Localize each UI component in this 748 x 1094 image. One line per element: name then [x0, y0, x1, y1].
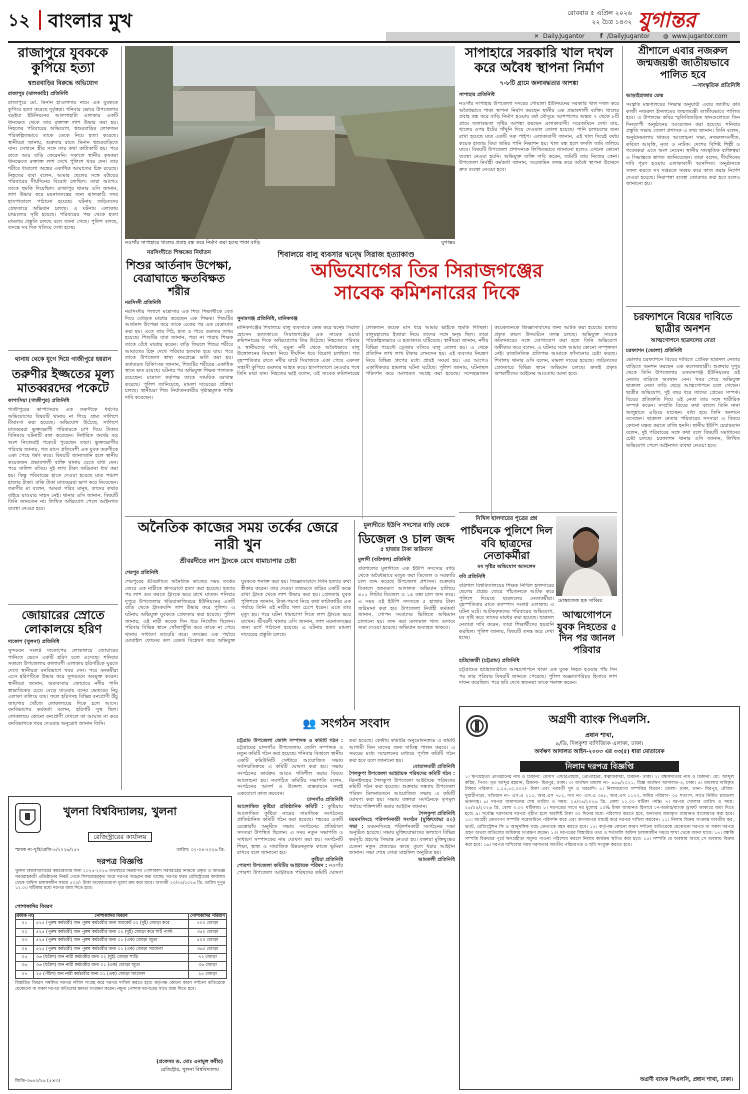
table-row	[16, 928, 227, 936]
article-hathazari	[556, 610, 618, 656]
item-heading: চট্টগ্রাম উপজেলা জেলি সম্পাদক ও কমিটি গঠন :	[237, 738, 343, 744]
shibaloy-body	[237, 316, 617, 519]
article-hathazari-body	[459, 658, 617, 709]
bank-name: অগ্রণী ব্যাংক পিএলসি.	[548, 713, 651, 726]
body-text: সংস্কৃতি মন্ত্রণালয়ের সিদ্ধান্ত অনুযায়ী এবার জাতীয় কবি কাজী নজরুল ইসলামের জন্মজয়ন্তী জাতীয়ভাবে পালিত হবে। এ উপলক্ষে কবির স্মৃতিবিজড়িত স্থানগুলোতে তিন দিনব্যাপী অনুষ্ঠানের আয়োজন করা হয়েছে। শনিবার প্রস্তুতি সভায় জেলা প্রশাসক এ তথ্য জানান। তিনি বলেন, অনুষ্ঠানমালায় থাকবে আলোচনা সভা, নজরুলসংগীত, কবিতা আবৃত্তি, নৃত্য ও নাটক। দেশের বিশিষ্ট শিল্পী ও গবেষকরা এতে অংশ নেবেন। স্থানীয় সাংস্কৃতিক ব্যক্তিত্বরা এ সিদ্ধান্তকে স্বাগত জানিয়েছেন। তারা বলেন, দীর্ঘদিনের দাবি পূরণ হওয়ায় এলাকাবাসী আনন্দিত। অনুষ্ঠানকে সফল করতে সব দপ্তরকে সমন্বয় করে কাজ করার নির্দেশ দেওয়া হয়েছে। নিরাপত্তা ব্যবস্থা জোরদার করা হবে বলেও জানানো হয়।	[626, 102, 740, 188]
body-text: নরসিংদীর পলাশে মাদ্রাসার এক শিশু শিক্ষার্থীকে বেত দিয়ে বেধড়ক মারধর করেছেন এক শিক্ষক। শিশুটির আর্তনাদ উপেক্ষা করে তাকে একের পর এক বেত্রাঘাত করা হয়। এতে তার পিঠ, হাত ও পায়ে গুরুতর জখম হয়েছে। শিশুটির বাবা জানান, পড়া না পারায় শিক্ষক তাকে বেঁধে মারধর করেন। বাড়ি ফিরলে শিশুর শরীরে আঘাতের চিহ্ন দেখে পরিবার হতবাক হয়ে যায়। পরে তাকে উপজেলা স্বাস্থ্য কমপ্লেক্সে ভর্তি করা হয়। কর্তব্যরত চিকিৎসক জানান, শিশুটির শরীরের একাধিক স্থানে ক্ষত রয়েছে। ঘটনার পর অভিযুক্ত শিক্ষক পলাতক রয়েছেন। মাদ্রাসা কর্তৃপক্ষ তাকে সাময়িক বরখাস্ত করেছে। পুলিশ জানিয়েছে, মামলা দায়েরের প্রক্রিয়া চলছে। স্থানীয়রা শিশু নির্যাতনকারীর দৃষ্টান্তমূলক শাস্তি দাবি করেছেন।	[125, 309, 233, 401]
photo-credit: যুগান্তর	[441, 240, 455, 246]
social-x-handle[interactable]: Daily.Jugantor	[543, 33, 585, 40]
separator	[459, 512, 617, 513]
item-credit: আমতলী প্রতিনিধি	[418, 856, 455, 863]
university-name: খুলনা বিশ্ববিদ্যালয়, খুলনা	[63, 805, 177, 818]
header-rule	[8, 41, 740, 43]
notice-body: খুলনা বিশ্ববিদ্যালয়ের কর্মচারীদের জন্য ২০২৫-২০২৬ অর্থবছরে নিম্নবর্ণিত পোশাকাদি সরবরাহের নিমিত্তে প্রকৃত ও অভিজ্ঞ সরবরাহকারী প্রতিষ্ঠানের নিকট থেকে সিলমোহরকৃত খামে দরপত্র আহ্বান করা যাচ্ছে। দরপত্র ফরম রেজিস্ট্রারের কার্যালয় থেকে অফিস চলাকালীন সময়ে ৫০০/- টাকা অফেরতযোগ্য মূল্যে ক্রয় করা যাবে। আগামী ২০/০৪/২০২৬ খ্রি. তারিখ দুপুর ১২.০০ ঘটিকার মধ্যে দরপত্র জমা দিতে হবে।	[15, 869, 225, 892]
body-text: সুন্দরবন সংলগ্ন দাকোপের লোকালয়ে জোয়ারের পানিতে ভেসে একটি হরিণ চলে এসেছে। শনিবার সকালে উপজেলার কালাবগী এলাকায় হরিণটিকে ঘুরতে দেখে স্থানীয়রা বনবিভাগে খবর দেন। পরে বনকর্মীরা এসে হরিণটিকে উদ্ধার করে সুন্দরবনে অবমুক্ত করেন। স্থানীয়রা জানান, অমাবস্যার জোয়ারে নদীর পানি স্বাভাবিকের চেয়ে বেড়ে যাওয়ায় বনের ভেতরের নিচু এলাকা তলিয়ে যায়। ফলে হরিণসহ বিভিন্ন বন্যপ্রাণী উঁচু জায়গার খোঁজে লোকালয়ের দিকে চলে আসে। বনবিভাগের কর্মকর্তা বলেন, হরিণটি সুস্থ ছিল। লোকালয়ে কোনো বন্যপ্রাণী দেখলে তা আঘাত না করে বনবিভাগকে খবর দেওয়ার অনুরোধ জানান তিনি।	[8, 648, 118, 727]
article-gazipur	[8, 354, 118, 627]
subheadline: মব সৃষ্টির অভিযোগ আনলেন	[477, 563, 536, 570]
signatory-title: রেজিস্ট্রার, খুলনা বিশ্ববিদ্যালয়	[160, 1067, 219, 1073]
headline: আত্মগোপনে যুবক নিহতের ৫ দিন পর জানল পরিবার	[557, 610, 617, 656]
portrait-photo	[556, 516, 617, 596]
row-quantity: ৩৫০ জোড়া	[189, 928, 227, 936]
kicker: নিখিল হালদারের পুত্রের প্রশ্ন	[475, 516, 538, 522]
bank-logo-icon	[466, 715, 488, 737]
article-charfashion	[626, 312, 740, 613]
byline: রাজাপুর (ঝালকাঠি) প্রতিনিধি	[8, 91, 68, 97]
row-number: ০৭	[16, 970, 34, 978]
person-portrait-image	[556, 516, 617, 596]
row-quantity: ৭০০ জোড়া	[189, 920, 227, 928]
item-credit: শৈলকুপা প্রতিনিধি	[418, 810, 455, 817]
column-rule	[622, 46, 623, 636]
kicker: নরসিংদীতে শিক্ষকের নির্যাতন	[147, 250, 211, 256]
caption-text: নওগাঁর সাপাহারে খালের প্রবাহ বন্ধ করে নির্মাণ করা হচ্ছে পাকা বাড়ি	[125, 240, 261, 246]
row-quantity: ৩৬০ জোড়া	[189, 945, 227, 953]
subheadline: —সাংস্কৃতিক প্রতিনিধি	[692, 83, 740, 89]
col-header: ক্রমিক নং	[16, 914, 33, 919]
row-description: ৫২৫ (পুরুষ কর্মচারী) জন পুরুষ কর্মচারীর জন্য ০১ (এক) জোড়া জুতা	[34, 937, 189, 945]
section-title-row	[237, 712, 455, 735]
item-heading: পোরশা উপজেলা কমিটির আহ্বায়ক পরিষদ :	[237, 863, 328, 870]
separator	[125, 516, 455, 517]
byline: চরফ্যাশন (ভোলা) প্রতিনিধি	[626, 348, 682, 354]
byline: আড়াইহাজার ডেস্ক	[626, 93, 664, 99]
notice-body: ১। ঋণগ্রহীতা প্রতিষ্ঠানের নাম ও ঠিকানা: মেসার্স এন্টারপ্রাইজ, প্রোপ্রাইটর, স্বত্বাধিকারী, ঠিকানা- ঢাকা। ২। বন্ধকদাতার নাম ও ঠিকানা: মো. আব্দুল করিম, পিতা- মৃত আব্দুর রহমান, ঠিকানা- মিরপুর, ঢাকা। ৩। অর্থঋণ মামলা নং- ৪৫৬/২০২১, বিজ্ঞ অর্থঋণ আদালত-৩, ঢাকা। ৪। মামলার দাবিকৃত টাকার পরিমাণ: ১,২৫,৫০,০০০/- টাকা এবং পরবর্তী সুদ ও খরচাদি। ৫। নিলামযোগ্য সম্পত্তির বিবরণ: জেলা- ঢাকা, থানা- মিরপুর, মৌজা- দুয়ারীপাড়া, খতিয়ান নং- এস.এ ২১৫, আর.এস ৭৮২, দাগ নং- এস.এ ৩৪৮, আর.এস ১১২৩, জমির পরিমাণ- ০৫ শতাংশ, সাথে নির্মিত চারতলা ভবনসহ। ৬। দরপত্র জমাদানের শেষ তারিখ ও সময়: ২৫/০৪/২০২৬ খ্রি. বেলা ১২.০০ ঘটিকা পর্যন্ত। ৭। দরপত্র খোলার তারিখ ও সময়: ২৫/০৪/২০২৬ খ্রি. বেলা ৩.০০ ঘটিকায়। ৮। দরপত্রের সাথে দর মূল্যের ১০% টাকা জামানত হিসাবে পে-অর্ডার/ব্যাংক ড্রাফট আকারে জমা দিতে হবে। ৯। সর্বোচ্চ দরদাতার দরপত্র গৃহীত হলে অবশিষ্ট টাকা ৩০ দিনের মধ্যে পরিশোধ করতে হবে, অন্যথায় জমাকৃত জামানত বাজেয়াপ্ত করা হবে। ১০। আগ্রহী ক্রেতাগণ সম্পত্তি সরেজমিনে পরিদর্শন করে এবং কাগজপত্র যাচাই করে দরপত্র দাখিল করবেন। ১১। নিলাম বিক্রয় সংক্রান্ত যাবতীয় কর, ভ্যাট, রেজিস্ট্রেশন ফি ও আনুষঙ্গিক খরচ ক্রেতাকে বহন করতে হবে। ১২। কর্তৃপক্ষ কোনো কারণ দর্শানো ব্যতিরেকে যেকোনো দরপত্র বা সকল দরপত্র গ্রহণ অথবা বাতিলের অধিকার সংরক্ষণ করেন। ১৩। দরপত্রের বিস্তারিত তথ্য ও শর্তাবলি অফিস চলাকালীন সময়ে শাখা থেকে জানা যাবে। ১৪। বন্ধকি সম্পত্তি বিক্রয়ের পূর্বে ঋণগ্রহীতা সমুদয় পাওনা পরিশোধ করলে নিলাম কার্যক্রম স্থগিত করা হবে। ১৫। সম্পত্তি যে অবস্থায় আছে সে অবস্থায় বিক্রয় করা হবে। ১৬। দরপত্র দাখিলের সময় দরদাতার জাতীয় পরিচয়পত্র ও ছবি সংযুক্ত করতে হবে।	[465, 775, 734, 849]
article-rajapur	[8, 46, 118, 368]
kicker: শিবালয়ে বালু ব্যবসার দ্বন্দ্বে সিরাজ হত্যাকাণ্ড	[277, 250, 415, 259]
body-text: বরিশালের মুলাদীতে এক ইউপি সদস্যের বাড়ি থেকে অবৈধভাবে মজুত করা ডিজেল ও সরকারি চাল জব্দ করেছে উপজেলা প্রশাসন। শুক্রবার বিকালে ভ্রাম্যমাণ আদালত অভিযান চালিয়ে ৪০০ লিটার ডিজেল ও ১৫ বস্তা চাল জব্দ করে। এ সময় ওই ইউপি সদস্যকে ৫ হাজার টাকা জরিমানা করা হয়। উপজেলা নির্বাহী কর্মকর্তা জানান, গোপন সংবাদের ভিত্তিতে অভিযান চালানো হয়। জব্দ করা মালামাল খাদ্য গুদামে জমা দেওয়া হয়েছে। অভিযান অব্যাহত থাকবে।	[358, 566, 455, 632]
subheadline: ৭-৮টি গ্রামে জলাবদ্ধতার আশঙ্কা	[499, 80, 579, 87]
row-number: ০৬	[16, 962, 34, 970]
date-bangla: ২২ চৈত্র ১৪৩২	[591, 18, 632, 26]
byline: দাকোপ (খুলনা) প্রতিনিধি	[8, 639, 60, 645]
globe-icon: ◍	[663, 33, 669, 40]
masthead-logo: যুগান্তর	[638, 7, 696, 32]
item-credit: চান্দগাঁও প্রতিনিধি	[307, 797, 343, 804]
headline: তরুণীর ইজ্জতের মূল্য মাতব্বরদের পকেটে	[11, 367, 115, 395]
signatory-name: (প্রফেসর ড. মোঃ এনামুল কবীর)	[156, 1059, 223, 1065]
row-number: ০৩	[16, 937, 34, 945]
article-narsingdi	[125, 250, 233, 531]
divider-bar	[39, 10, 41, 30]
headline: চরফ্যাশনে বিয়ের দাবিতে ছাত্রীর অনশন	[633, 312, 733, 335]
date-english: রোববার ৫ এপ্রিল ২০২৬	[567, 9, 632, 17]
byline: হাটহাজারী (চট্টগ্রাম) প্রতিনিধি	[459, 658, 520, 664]
kicker: থানায় থেকে যুগে দিয়ে গাজীপুরে হয়রান	[14, 356, 112, 363]
headline: সাপাহারে সরকারি খাল দখল করে অবৈধ স্থাপনা নির্মাণ	[464, 46, 614, 76]
notice-title: নিলাম দরপত্র বিজ্ঞপ্তি	[565, 762, 634, 771]
article-muladi	[358, 520, 455, 708]
byline: কাপাসিয়া (গাজীপুর) প্রতিনিধি	[8, 398, 70, 404]
photo-caption	[125, 240, 455, 247]
page-number: ১২	[8, 11, 31, 31]
table-row	[16, 954, 227, 962]
khulna-university-notice	[8, 796, 232, 1090]
row-description: ৩৬ (ছত্রিশ) জন নারী কর্মচারীর জন্য ০২ (দুই) জোড়া শাড়ি	[34, 954, 189, 962]
canal-construction-image	[125, 46, 455, 239]
kicker: মুলাদীতে ইউপি সদস্যের বাড়ি থেকে	[363, 522, 450, 529]
bank-address: ৯/ডি, দিলকুশা বাণিজ্যিক এলাকা, ঢাকা।	[555, 741, 644, 747]
table-body	[16, 920, 227, 979]
table-row	[16, 962, 227, 970]
website-link[interactable]: www.jugantor.com	[672, 33, 728, 40]
header-date	[546, 9, 632, 27]
section-body: চট্টগ্রাম উপজেলা জেলি সম্পাদক ও কমিটি গঠন : চট্টগ্রামের চান্দগাঁও উপজেলায় জেলি সম্পাদক ও নতুন কমিটি গঠন করা হয়েছে। শনিবার বিকালে স্থানীয় একটি কমিউনিটি সেন্টারে আয়োজিত সভায় সর্বসম্মতিক্রমে এ কমিটি ঘোষণা করা হয়। সভায় সংগঠনের কার্যক্রম আরও গতিশীল করার বিষয়ে আলোচনা হয়। নবগঠিত কমিটির সভাপতি বলেন, সংগঠনের আদর্শ ও উদ্দেশ্য বাস্তবায়নে সবাই একযোগে কাজ করবেন। চান্দগাঁও প্রতিনিধি আলোকিত কুষ্টিয়া প্রতিষ্ঠানিক কমিটি : কুষ্টিয়ায় আলোকিত কুষ্টিয়া নামের সামাজিক সংগঠনের প্রাতিষ্ঠানিক কমিটি গঠন করা হয়েছে। শহরের একটি রেস্তোরাঁয় অনুষ্ঠিত সভায় সংগঠনের প্রতিষ্ঠাতা সদস্যরা উপস্থিত ছিলেন। এ সময় নতুন সভাপতি ও সাধারণ সম্পাদকের নাম ঘোষণা করা হয়। সংগঠনটি শিক্ষা, স্বাস্থ্য ও সামাজিক উন্নয়নমূলক কাজে ভূমিকা রাখবে বলে জানানো হয়। কুষ্টিয়া প্রতিনিধি পোরশা উপজেলা কমিটির আহ্বায়ক পরিষদ : নওগাঁর পোরশা উপজেলা আহ্বায়ক পরিষদের কমিটি ঘোষণা করা হয়েছে। কেন্দ্রীয় কমিটির অনুমোদনক্রমে এ কমিটি আগামী তিন মাসের জন্য দায়িত্ব পালন করবে। এ সময়ের মধ্যে সম্মেলনের মাধ্যমে পূর্ণাঙ্গ কমিটি গঠন করা হবে বলে জানানো হয়। বোয়ালমারী প্রতিনিধি শৈলকুপা উপজেলা আহ্বায়ক পরিষদের কমিটি গঠন : ঝিনাইদহের শৈলকুপা উপজেলা আহ্বায়ক পরিষদের কমিটি গঠন করা হয়েছে। শুক্রবার সন্ধ্যায় উপজেলা পরিষদ মিলনায়তনে আয়োজিত সভায় এ কমিটি ঘোষণা করা হয়। সভায় বক্তারা সংগঠনকে তৃণমূল পর্যায়ে শক্তিশালী করার আহ্বান জানান। শৈলকুপা প্রতিনিধি ময়মনসিংহে পরিদর্শনকারী সংগঠন (মুক্তিযোদ্ধা ৫০) সভা : ময়মনসিংহে পরিদর্শনকারী সংগঠনের সভা অনুষ্ঠিত হয়েছে। সভায় মুক্তিযোদ্ধাদের কল্যাণে বিভিন্ন কর্মসূচি গ্রহণের সিদ্ধান্ত নেওয়া হয়। বক্তারা মুক্তিযুদ্ধের চেতনা নতুন প্রজন্মের কাছে তুলে ধরার আহ্বান জানান। সভা শেষে দোয়া মাহফিল অনুষ্ঠিত হয়। আমতলী প্রতিনিধি	[237, 738, 455, 876]
people-icon: 👥	[302, 717, 317, 730]
article-sherpur	[125, 520, 351, 744]
headline: শিশুর আর্তনাদ উপেক্ষা, বেত্রাঘাতে ক্ষতবিক্ষত শরীর	[126, 259, 232, 298]
shibaloy-headline	[237, 260, 617, 304]
ref-row	[15, 847, 225, 854]
subheadline: ৫ হাজার টাকা জরিমানা	[380, 547, 433, 553]
body-text: মানিকগঞ্জের শিবালয়ে বালু ব্যবসাকে কেন্দ্র করে দ্বন্দ্বে সিরাজ হোসেন হত্যাকাণ্ডে সিরাজগঞ্জের এক সাবেক ওয়ার্ড কমিশনারের দিকে অভিযোগের তির উঠেছে। নিহতের পরিবার ও স্থানীয়দের দাবি, যমুনা নদী থেকে অবৈধভাবে বালু উত্তোলনের নিয়ন্ত্রণ নিয়ে দীর্ঘদিন ধরে বিরোধ চলছিল। গত বৃহস্পতিবার রাতে নদীর ঘাটে সিরাজকে একা পেয়ে একদল সন্ত্রাসী কুপিয়ে গুরুতর আহত করে। হাসপাতালে নেওয়ার পথে তিনি মারা যান। নিহতের ভাই বলেন, ওই সাবেক কমিশনারের লোকজন কয়েক মাস ধরে আমার ভাইকে হুমকি দিচ্ছিল। বালুমহালের ইজারা নিয়ে তাদের সঙ্গে দ্বন্দ্ব ছিল। তারা পরিকল্পিতভাবে এ হত্যাকাণ্ড ঘটিয়েছে। স্থানীয়রা জানান, নদীর বিভিন্ন পয়েন্টে ড্রেজার বসিয়ে বালু তোলা হয়। এ থেকে প্রতিদিন লাখ লাখ টাকার লেনদেন হয়। এই ব্যবসার নিয়ন্ত্রণ নিয়ে বিভিন্ন গ্রুপের মধ্যে প্রায়ই সংঘর্ষ হয়। এর আগেও একাধিকবার হামলার ঘটনা ঘটেছে। পুলিশ জানায়, ঘটনাস্থল পরিদর্শন করে আলামত সংগ্রহ করা হয়েছে। সন্দেহভাজন কয়েকজনকে জিজ্ঞাসাবাদের জন্য আটক করা হয়েছে। হত্যার প্রকৃত কারণ উদঘাটনে তদন্ত চলছে। অভিযুক্ত সাবেক কমিশনারের সঙ্গে যোগাযোগ করা হলে তিনি অভিযোগ অস্বীকার করে বলেন, এ ঘটনার সঙ্গে আমার কোনো সম্পৃক্ততা নেই। রাজনৈতিক প্রতিপক্ষ আমাকে ফাঁসানোর চেষ্টা করছে। শিবালয় থানার ওসি বলেন, মামলা দায়ের হয়েছে। জড়িতদের গ্রেফতারে বিভিন্ন স্থানে অভিযান চলছে। দ্রুতই প্রকৃত অপরাধীদের আইনের আওতায় আনা হবে।	[237, 325, 617, 378]
item-credit: বোয়ালমারী প্রতিনিধি	[412, 764, 455, 771]
headline-line-1: অভিযোগের তির সিরাজগঞ্জের	[311, 260, 543, 282]
separator	[8, 604, 118, 605]
table-row	[16, 945, 227, 953]
row-description: ৩৬ (ছত্রিশ) জন নারী কর্মচারীর জন্য ০১ (এক) জোড়া জুতা	[34, 962, 189, 970]
notice-title: দরপত্র বিজ্ঞপ্তি	[97, 856, 143, 866]
item-credit: কুষ্টিয়া প্রতিনিধি	[311, 856, 343, 863]
headline: শ্রীশালে এবার নজরুল জন্মজয়ন্তী জাতীয়ভাবে পালিত হবে	[636, 46, 730, 81]
body-text: শেরপুরের শ্রীবরদীতে অনৈতিক কাজের সময় তর্কের জেরে এক নারীকে শ্বাসরোধে হত্যা করা হয়েছে। হত্যার পর লাশ গুম করতে ট্রাংকে ভরে রাখে ঘাতক। শনিবার দুপুরে উপজেলার খড়িয়াকাজিরচর ইউনিয়নের একটি বাড়ি থেকে ট্রাংকবন্দি লাশ উদ্ধার করে পুলিশ। এ ঘটনায় অভিযুক্ত যুবককে গ্রেফতার করা হয়েছে। পুলিশ জানায়, ওই নারী কয়েক দিন ধরে নিখোঁজ ছিলেন। পরিবার বিভিন্ন স্থানে খোঁজাখুঁজি করে তাকে না পেয়ে থানায় সাধারণ ডায়েরি করে। তদন্তের এক পর্যায়ে মোবাইল ফোনের কল রেকর্ড বিশ্লেষণ করে অভিযুক্ত যুবককে শনাক্ত করা হয়। জিজ্ঞাসাবাদে তিনি হত্যার কথা স্বীকার করেন। তার দেওয়া তথ্যমতে বাড়ির একটি কক্ষে রাখা ট্রাংক থেকে লাশ উদ্ধার করা হয়। গ্রেফতার যুবক পুলিশকে জানান, টাকা-পয়সা নিয়ে কথা কাটাকাটির এক পর্যায়ে তিনি ওই নারীর গলা চেপে ধরেন। এতে তার মৃত্যু হয়। পরে ঘটনা ধামাচাপা দিতে লাশ ট্রাংকে ভরে রাখেন। শ্রীবরদী থানার ওসি জানান, লাশ ময়নাতদন্তের জন্য মর্গে পাঠানো হয়েছে। এ ঘটনায় হত্যা মামলা দায়েরের প্রস্তুতি চলছে।	[125, 579, 351, 645]
byline: সুনামগঞ্জ প্রতিনিধি, মানিকগঞ্জ	[237, 316, 298, 322]
row-quantity: ৩৬ জোড়া	[189, 962, 227, 970]
subheadline: আত্মগোপনে ছাত্রদলের নেতা	[650, 338, 716, 344]
row-description: ২৫ (পঁচিশ) জন নারী কর্মচারীর জন্য ০১ (এক) জোড়া স্যান্ডেল	[34, 970, 189, 978]
signatory-block	[156, 1059, 223, 1075]
row-quantity: ৭২ জোড়া	[189, 954, 227, 962]
headline: ডিজেল ও চাল জব্দ	[358, 532, 455, 546]
separator	[626, 306, 740, 307]
row-number: ০২	[16, 928, 34, 936]
social-fb-handle[interactable]: /DailyJugantor	[607, 33, 650, 40]
portrait-caption: মোস্তাফেজ হক সাব্বির	[557, 598, 603, 604]
article-nazrul	[626, 46, 740, 302]
row-quantity: ৫০০ জোড়া	[189, 937, 227, 945]
ref-number: স্মারক নং-খুবি/রেজি-৫/২০২৬/২৫৭	[15, 848, 80, 853]
agrani-bank-notice	[459, 706, 740, 1090]
table-row	[16, 937, 227, 945]
col-header: পোশাকাদির বিবরণ	[34, 914, 189, 920]
headline: পাচঁঘনকে পুলিশে দিল ববি ছাত্রদের নেতাকর্মীরা	[460, 525, 553, 562]
row-quantity: ২৫ জোড়া	[189, 970, 227, 978]
headline: অনৈতিক কাজের সময় তর্কের জেরে নারী খুন	[137, 520, 339, 553]
body-text: গাজীপুরের কাপাসিয়ায় এক তরুণীকে ধর্ষণের অভিযোগের বিষয়টি থানায় না গিয়ে গ্রাম্য সালিশে মীমাংসা করা হয়েছে। অভিযোগ উঠেছে, সালিশে মাতব্বররা ভুক্তভোগী পরিবারকে চাপ দিয়ে টাকার বিনিময়ে ঘটনাটি রফা করেছেন। নির্ধারিত অর্থের বড় অংশ নিজেরাই পকেটে পুরেছেন তারা। ভুক্তভোগীর পরিবার জানায়, গত মাসে প্রতিবেশী এক যুবক তরুণীকে একা পেয়ে ধর্ষণ করে। বিষয়টি জানাজানি হলে স্থানীয় কয়েকজন প্রভাবশালী ব্যক্তি থানায় যেতে বাধা দেন। পরে সালিশ বসিয়ে দুই লাখ টাকা জরিমানা ধার্য করা হয়। কিন্তু পরিবারের হাতে দেওয়া হয়েছে মাত্র পঞ্চাশ হাজার টাকা। বাকি টাকা মাতব্বররা ভাগ করে নিয়েছেন। তরুণীর মা বলেন, আমরা গরিব মানুষ, তাদের কথার বাইরে যাওয়ার সাহস নেই। থানার ওসি জানান, বিষয়টি তিনি জানতেন না। লিখিত অভিযোগ পেলে আইনগত ব্যবস্থা নেওয়া হবে।	[8, 407, 118, 512]
row-description: ৫২৫ (পুরুষ কর্মচারী) জন পুরুষ কর্মচারীর জন্য ০১ (এক) জোড়া স্যান্ডেল	[34, 945, 189, 953]
logo-mark	[16, 804, 39, 831]
x-icon: ✕	[534, 33, 540, 40]
body-text: নওগাঁর সাপাহার উপজেলা সদরের গোয়ালা ইউনিয়নের সরকারি খাল দখল করে অবৈধভাবে পাকা স্থাপনা নির্মাণ করছেন স্থানীয় এক প্রভাবশালী ব্যক্তি। খালের প্রবাহ বন্ধ করে বাড়ি নির্মাণ হওয়ায় বর্ষা মৌসুমে আশপাশের অন্তত ৭ থেকে ৮টি গ্রামে জলাবদ্ধতা সৃষ্টির আশঙ্কা করছেন এলাকাবাসী। সরেজমিনে দেখা যায়, খালের ওপর ইটের গাঁথুনি দিয়ে দেওয়াল তোলা হয়েছে। পানি চলাচলের জন্য রাখা হয়েছে মাত্র একটি সরু পাইপ। এলাকাবাসী জানান, এই খাল দিয়েই বর্ষায় কয়েক হাজার বিঘা জমির পানি নিষ্কাশন হয়। খাল বন্ধ হলে ফসলি জমি তলিয়ে যাবে। বিষয়টি উপজেলা প্রশাসনকে লিখিতভাবে জানানো হলেও এখনো কোনো ব্যবস্থা নেওয়া হয়নি। অভিযুক্ত ব্যক্তি দাবি করেন, জমিটি তার নিজের কেনা। উপজেলা নির্বাহী কর্মকর্তা জানান, সরেজমিন তদন্ত করে অবৈধ স্থাপনা উচ্ছেদে দ্রুত ব্যবস্থা নেওয়া হবে।	[459, 101, 619, 173]
headline: রাজাপুরে যুবককে কুপিয়ে হত্যা	[17, 46, 109, 76]
row-number: ০৪	[16, 945, 34, 953]
col-header: পোশাকাদির পরিমাণ	[190, 914, 225, 919]
item-heading: আলোকিত কুষ্টিয়া প্রতিষ্ঠানিক কমিটি :	[237, 803, 324, 810]
headline: জোয়ারের স্রোতে লোকালয়ে হরিণ	[21, 608, 105, 636]
subheadline: শ্বশুরবাড়ির বিরুদ্ধে অভিযোগ	[28, 80, 98, 87]
body-text: রাজাপুরে মো. মিনান হাওলাদার নামে এক যুবককে কুপিয়ে হত্যা করেছে দুর্বৃত্তরা। শনিবার ভোরে উপজেলার বড়ইয়া ইউনিয়নের আলগাহাটা এলাকার একটি ধানক্ষেত থেকে তার রক্তাক্ত লাশ উদ্ধার করা হয়। নিহতের পরিবারের অভিযোগ, শ্বশুরবাড়ির লোকজন পরিকল্পিতভাবে তাকে ডেকে নিয়ে হত্যা করেছে। স্থানীয়রা জানায়, শুক্রবার রাতে মিনান শ্বশুরবাড়িতে যান। সেখানে স্ত্রীর সঙ্গে তার কথা কাটাকাটি হয়। পরে রাতে আর বাড়ি ফেরেননি। সকালে স্থানীয় কৃষকরা ধানক্ষেতে রক্তাক্ত লাশ দেখে পুলিশে খবর দেন। তার শরীরে ধারালো অস্ত্রের একাধিক আঘাতের চিহ্ন রয়েছে। নিহতের বাবা বলেন, আমার ছেলের সঙ্গে বউয়ের পরিবারের দীর্ঘদিনের বিরোধ চলছিল। তারা আগেও তাকে হুমকি দিয়েছিল। রাজাপুর থানার ওসি জানান, লাশ উদ্ধার করে ময়নাতদন্তের জন্য ঝালকাঠি সদর হাসপাতালে পাঠানো হয়েছে। ঘটনায় জড়িতদের গ্রেফতারে অভিযান চলছে। এ ঘটনায় এলাকায় চাঞ্চল্যের সৃষ্টি হয়েছে। পরিবারের পক্ষ থেকে হত্যা মামলার প্রস্তুতি চলছে বলে জানা গেছে। পুলিশ বলছে, তদন্তে সব দিক খতিয়ে দেখা হচ্ছে।	[8, 100, 118, 232]
notice-title-bar	[520, 761, 679, 772]
table-row	[16, 920, 227, 928]
item-heading: ময়মনসিংহে পরিদর্শনকারী সংগঠন (মুক্তিযোদ্ধা ৫০) সভা :	[349, 817, 455, 830]
office-name	[9, 824, 231, 843]
body-text: ভোলার চরফ্যাশনে বিয়ের দাবিতে প্রেমিক ছাত্রদল নেতার বাড়িতে অনশন করছেন এক কলেজছাত্রী। শুক্রবার দুপুর থেকে তিনি উপজেলার ওসমানগঞ্জ ইউনিয়নের ওই নেতার বাড়িতে অবস্থান নেন। খবর পেয়ে অভিযুক্ত ছাত্রদল নেতা বাড়ি ছেড়ে আত্মগোপনে চলে গেছেন। ছাত্রীর অভিযোগ, দুই বছর ধরে তাদের প্রেমের সম্পর্ক। বিয়ের প্রতিশ্রুতি দিয়ে ওই নেতা তার সঙ্গে শারীরিক সম্পর্ক করেন। সম্প্রতি বিয়ের কথা বললে তিনি নানা অজুহাতে এড়িয়ে যাচ্ছেন। বাধ্য হয়ে তিনি অনশনে বসেছেন। ছাত্রদল নেতার পরিবারের সদস্যরা এ বিষয়ে কোনো মন্তব্য করতে রাজি হননি। স্থানীয় ইউপি চেয়ারম্যান বলেন, দুই পরিবারের সঙ্গে কথা বলে বিষয়টি সমাধানের চেষ্টা চলছে। চরফ্যাশন থানার ওসি জানান, লিখিত অভিযোগ পেলে আইনগত ব্যবস্থা নেওয়া হবে।	[626, 357, 740, 449]
row-number: ০১	[16, 920, 34, 928]
bank-footer: অগ্রণী ব্যাংক পিএলসি, প্রধান শাখা, ঢাকা।	[639, 1077, 733, 1083]
table-caption: পোশাকাদির বিবরণ	[15, 904, 53, 910]
university-logo-icon	[15, 803, 41, 833]
headline-line-2: সাবেক কমিশনারের দিকে	[334, 282, 520, 304]
section-title: সংগঠন সংবাদ	[321, 716, 390, 730]
ref-date: তারিখ: ০২-০৪-২০২৬ খ্রি.	[176, 848, 225, 853]
body-text: বরিশাল বিশ্ববিদ্যালয়ের শিক্ষক নিখিল হালদারের ছেলের প্রশ্নের জেরে পাঁচজনকে আটক করে পুলিশে দিয়েছে ছাত্রদলের নেতাকর্মীরা। বৃহস্পতিবার রাতে ক্যাম্পাস সংলগ্ন এলাকায় এ ঘটনা ঘটে। আটককৃতদের পরিবারের অভিযোগ, মব সৃষ্টি করে তাদের মারধর করা হয়েছে। ছাত্রদল নেতারা দাবি করেন, তারা শিক্ষার্থীদের হয়রানি করছিল। পুলিশ জানায়, বিষয়টি তদন্ত করে দেখা হচ্ছে।	[459, 582, 554, 642]
byline: ববি প্রতিনিধি	[459, 573, 486, 580]
bank-act: অর্থঋণ আদালত আইন-২০০৩ এর ৩৩(৫) ধারা মোতাবেক	[534, 749, 665, 755]
item-heading: শৈলকুপা উপজেলা আহ্বায়ক পরিষদের কমিটি গঠন :	[349, 770, 455, 777]
logo-mark	[468, 717, 486, 735]
facebook-icon: f	[600, 33, 603, 40]
sangathan-section	[237, 712, 455, 1094]
byline: নরসিংদী প্রতিনিধি	[125, 300, 161, 306]
article-dakop-deer	[8, 608, 118, 824]
body-text: চট্টগ্রামের হাটহাজারীতে আত্মগোপনে থাকা এক যুবক নিহত হওয়ার পাঁচ দিন পর তার পরিবার বিষয়টি জানতে পেরেছে। পুলিশ অজ্ঞাতপরিচয় হিসাবে লাশ দাফন করেছিল। পরে ছবি দেখে স্বজনরা তাকে শনাক্ত করেন।	[459, 667, 617, 687]
subheadline: শ্রীবরদীতে লাশ ট্রাংকে রেখে ধামাচাপার চেষ্টা	[179, 557, 297, 565]
byline: মুলাদী (বরিশাল) প্রতিনিধি	[358, 557, 411, 563]
clothing-table	[15, 913, 227, 979]
table-row	[16, 970, 227, 978]
bank-office: প্রধান শাখা,	[585, 732, 614, 739]
row-description: ৫২৫ (পুরুষ কর্মচারী) জন পুরুষ কর্মচারীর জন্য ০২ (দুই) জোড়া করে শার্ট প্যান্ট	[34, 928, 189, 936]
byline: শেরপুর প্রতিনিধি	[125, 570, 159, 576]
separator	[8, 350, 118, 351]
ad-code: জিডি-৩৬৫৩/২৬ (৫×৩)	[15, 1079, 61, 1084]
office-label: রেজিস্ট্রারের কার্যালয়	[88, 832, 151, 842]
section-title: বাংলার মুখ	[48, 10, 133, 32]
row-number: ০৫	[16, 954, 34, 962]
column-rule	[354, 520, 355, 710]
byline: সাপাহার প্রতিনিধি	[459, 92, 495, 98]
notice-footer-text: বিস্তারিত বিবরণ সম্বলিত দরপত্র দলিল সংগ্রহ করে দরপত্র দাখিল করতে হবে। কর্তৃপক্ষ কোনো কারণ দর্শানো ব্যতিরেকে যেকোনো বা সকল দরপত্র বাতিলের ক্ষমতা সংরক্ষণ করেন। নমুনা পোশাক দরপত্রের সাথে জমা দিতে হবে।	[15, 981, 225, 993]
social-bar	[386, 32, 740, 41]
row-description: ৫২৫ (পুরুষ কর্মচারী) জন পুরুষ কর্মচারীর জন্য জ্যাকেট ০২ (দুই) জোড়া করে	[34, 920, 189, 928]
article-sapahar	[459, 46, 619, 262]
main-photo	[125, 46, 455, 239]
column-rule	[121, 46, 122, 790]
